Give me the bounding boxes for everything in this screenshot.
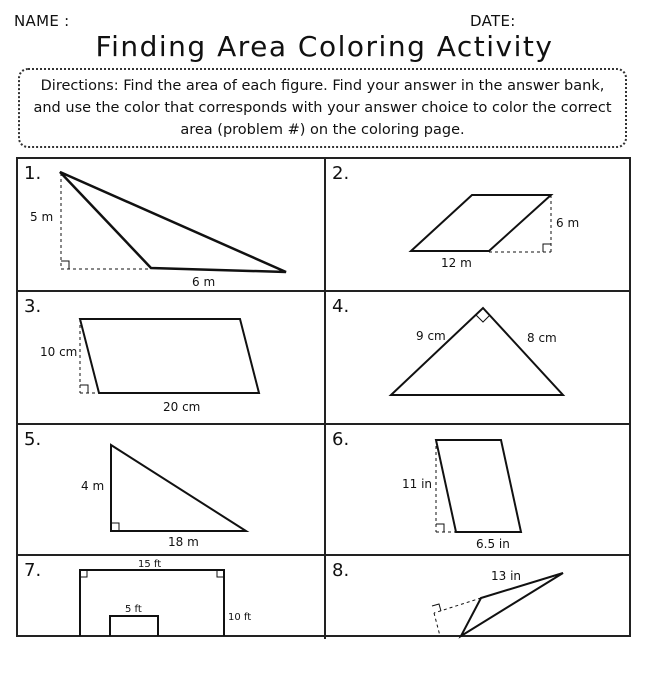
problem-8-figure (326, 556, 631, 687)
problem-4-cell (326, 292, 631, 423)
problem-3-figure (18, 292, 323, 423)
problem-number: 6. (332, 429, 350, 450)
corner-mark-right (217, 570, 224, 577)
problem-number: 3. (24, 296, 42, 317)
name-label: NAME : (14, 12, 70, 30)
directions-box (18, 68, 627, 148)
problem-5-height-label: 4 m (81, 479, 105, 493)
right-angle-mark (543, 244, 551, 252)
problem-3-height-label: 10 cm (40, 345, 78, 359)
problem-7-inner-width-label: 5 ft (125, 604, 142, 615)
problem-number: 8. (332, 560, 350, 581)
problem-number: 5. (24, 429, 42, 450)
problem-5-figure (18, 425, 323, 556)
problem-6-base-label: 6.5 in (476, 537, 510, 551)
problem-2-base-label: 12 m (441, 256, 472, 270)
problem-number: 7. (24, 560, 42, 581)
directions-text: Directions: Find the area of each figure. Find your answer in the answer bank, and use the color that corresponds with your answer choice to color the correct area (problem #) on the coloring page. (33, 78, 612, 138)
problem-number: 1. (24, 163, 42, 184)
problem-5-base-label: 18 m (168, 535, 199, 549)
problem-8-base-label: 13 in (491, 569, 522, 583)
inner-rectangle (110, 616, 158, 636)
parallelogram (80, 319, 259, 393)
problem-grid (16, 157, 631, 637)
problem-6-figure (326, 425, 631, 556)
right-angle-mark (61, 261, 69, 269)
right-angle-mark (436, 524, 444, 532)
problem-7-height-label: 10 ft (228, 612, 252, 623)
problem-6-cell (326, 425, 631, 556)
outer-rectangle (80, 570, 224, 636)
problem-2-cell (326, 159, 631, 290)
height-line (434, 613, 440, 636)
right-triangle (391, 308, 563, 395)
problem-5-cell (18, 425, 323, 556)
right-angle-mark (476, 315, 490, 322)
problem-1-base-label: 6 m (192, 275, 216, 289)
problem-1-figure (18, 159, 323, 290)
problem-6-height-label: 11 in (402, 477, 433, 491)
problem-4-leg-label-right: 8 cm (527, 331, 557, 345)
problem-7-figure (18, 556, 323, 687)
problem-7-outer-width-label: 15 ft (138, 559, 162, 570)
problem-7-cell (18, 556, 323, 687)
problem-3-base-label: 20 cm (163, 400, 201, 414)
problem-1-cell (18, 159, 323, 290)
corner-mark-left (80, 570, 87, 577)
obtuse-triangle (60, 172, 286, 272)
problem-2-height-label: 6 m (556, 216, 580, 230)
parallelogram (411, 195, 551, 251)
right-angle-mark (80, 385, 88, 393)
problem-4-figure (326, 292, 631, 423)
problem-4-leg-label-left: 9 cm (416, 329, 446, 343)
right-angle-mark (111, 523, 119, 531)
problem-3-cell (18, 292, 323, 423)
date-label: DATE: (470, 12, 516, 30)
problem-2-figure (326, 159, 631, 290)
right-angle-mark (432, 604, 441, 611)
problem-number: 4. (332, 296, 350, 317)
right-triangle (111, 445, 246, 531)
problem-8-cell (326, 556, 631, 687)
problem-1-height-label: 5 m (30, 210, 54, 224)
parallelogram (436, 440, 521, 532)
problem-number: 2. (332, 163, 350, 184)
page-title: Finding Area Coloring Activity (95, 30, 554, 63)
